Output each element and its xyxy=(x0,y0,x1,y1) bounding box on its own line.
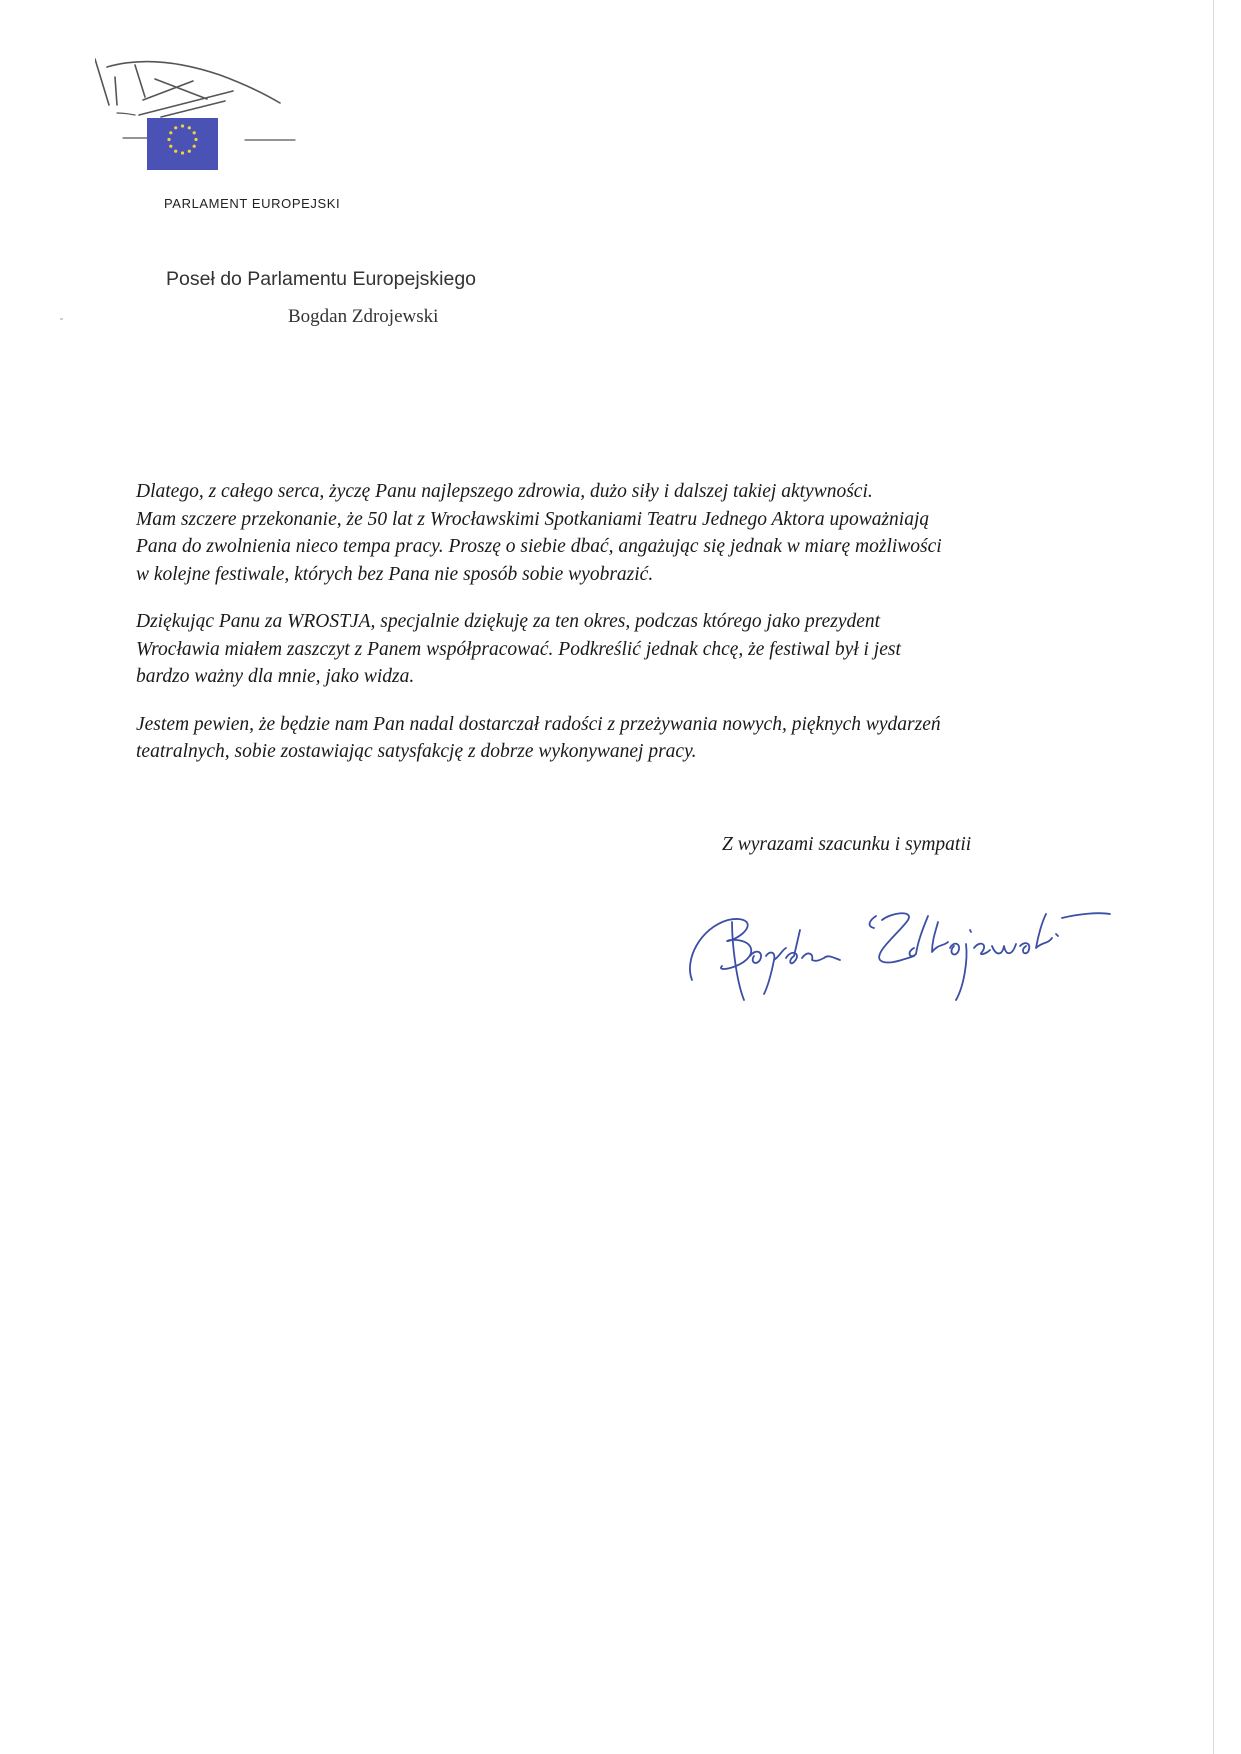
body-line: Mam szczere przekonanie, że 50 lat z Wrocławskimi Spotkaniami Teatru Jednego Aktora upoważniają xyxy=(136,508,930,530)
letter-body xyxy=(136,478,1076,786)
sender-title: Poseł do Parlamentu Europejskiego xyxy=(166,268,477,290)
scan-speck xyxy=(60,318,63,320)
body-line: Pana do zwolnienia nieco tempa pracy. Proszę o siebie dbać, angażując się jednak w miarę możliwości xyxy=(136,536,942,557)
body-line: Jestem pewien, że będzie nam Pan nadal dostarczał radości z przeżywania nowych, pięknych wydarzeń xyxy=(136,713,941,735)
sender-name: Bogdan Zdrojewski xyxy=(288,306,439,327)
body-line: bardzo ważny dla mnie, jako widza. xyxy=(136,666,415,687)
body-line: Wrocławia miałem zaszczyt z Panem współpracować. Podkreślić jednak chcę, że festiwal był i jest xyxy=(136,638,901,660)
page-edge-line xyxy=(1213,0,1214,1754)
handwritten-signature xyxy=(670,890,1130,1020)
signature-graphic xyxy=(670,890,1130,1020)
organization-name: PARLAMENT EUROPEJSKI xyxy=(164,196,341,211)
body-paragraph-1 xyxy=(136,478,1076,588)
parliament-logo-graphic xyxy=(95,55,355,195)
closing-phrase: Z wyrazami szacunku i sympatii xyxy=(722,834,972,855)
body-line: Dlatego, z całego serca, życzę Panu najlepszego zdrowia, dużo siły i dalszej takiej aktywności. xyxy=(136,481,873,502)
body-line: w kolejne festiwale, których bez Pana nie sposób sobie wyobrazić. xyxy=(136,563,654,585)
body-paragraph-3 xyxy=(136,711,1076,766)
parliament-logo xyxy=(95,55,355,195)
body-line: teatralnych, sobie zostawiając satysfakcję z dobrze wykonywanej pracy. xyxy=(136,741,697,762)
body-line: Dziękując Panu za WROSTJA, specjalnie dziękuję za ten okres, podczas którego jako prezydent xyxy=(136,611,881,632)
body-paragraph-2 xyxy=(136,608,1076,691)
